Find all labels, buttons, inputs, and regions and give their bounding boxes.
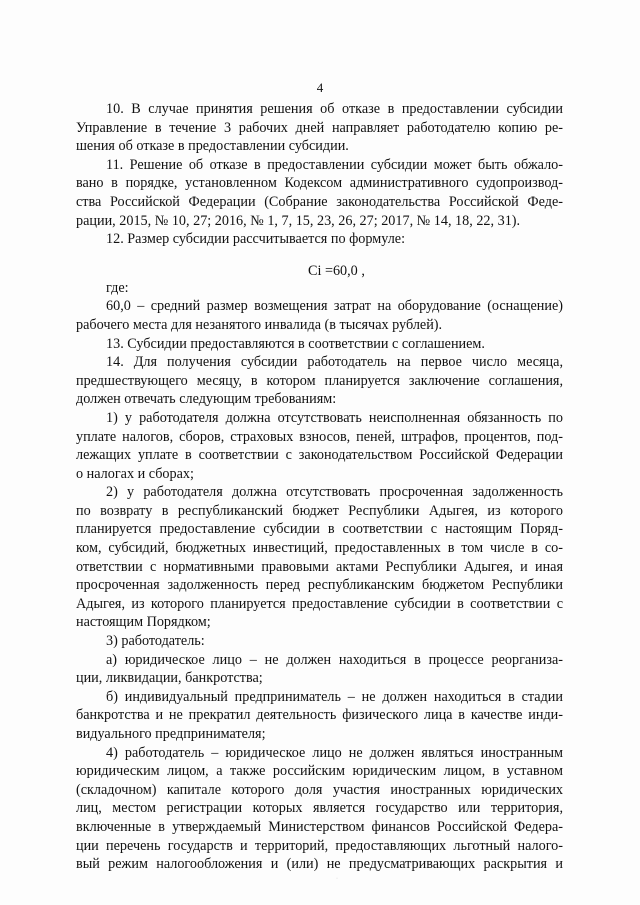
text-line: лиц, местом регистрации которых является государство или территория,: [76, 800, 563, 817]
text-line: ответствии с нормативными правовыми актами Республики Адыгея, и иная: [76, 558, 563, 575]
text-line: ции, ликвидации, банкротства;: [76, 670, 263, 687]
text-line: б) индивидуальный предприниматель – не должен находиться в стадии: [106, 688, 563, 705]
text-line: 3) работодатель:: [106, 633, 205, 650]
text-line: ции перечень государств и территорий, предоставляющих льготный налого-: [76, 837, 563, 854]
text-line: а) юридическое лицо – не должен находиться в процессе реорганиза-: [106, 651, 563, 668]
text-line: 2) у работодателя должна отсутствовать просроченная задолженность: [106, 484, 563, 501]
text-line: уплате налогов, сборов, страховых взносов, пеней, штрафов, процентов, под-: [76, 428, 563, 445]
text-line: шения об отказе в предоставлении субсидии.: [76, 138, 349, 155]
text-line: предшествующего месяцу, в котором планируется заключение соглашения,: [76, 372, 563, 389]
scan-artifact: ·: [336, 876, 338, 882]
text-line: рабочего места для незанятого инвалида (в тысячах рублей).: [76, 316, 443, 333]
text-line: 60,0 – средний размер возмещения затрат на оборудование (оснащение): [106, 298, 563, 315]
text-line: 13. Субсидии предоставляются в соответствии с соглашением.: [106, 335, 485, 352]
text-line: вый режим налогообложения и (или) не предусматривающих раскрытия и: [76, 856, 563, 873]
text-line: Управление в течение 3 рабочих дней направляет работодателю копию ре-: [76, 119, 563, 136]
text-line: где:: [106, 279, 129, 296]
text-line: 11. Решение об отказе в предоставлении субсидии может быть обжало-: [106, 156, 563, 173]
text-line: планируется предоставление субсидии в соответствии с настоящим Поряд-: [76, 521, 563, 538]
text-line: по возврату в республиканский бюджет Республики Адыгея, из которого: [76, 502, 563, 519]
text-line: рации, 2015, № 10, 27; 2016, № 1, 7, 15, 23, 26, 27; 2017, № 14, 18, 22, 31).: [76, 212, 521, 229]
text-line: банкротства и не прекратил деятельность физического лица в качестве инди-: [76, 707, 563, 724]
text-line: ства Российской Федерации (Собрание законодательства Российской Феде-: [76, 193, 563, 210]
text-line: 10. В случае принятия решения об отказе в предоставлении субсидии: [106, 101, 563, 117]
text-line: 14. Для получения субсидии работодатель на первое число месяца,: [106, 354, 563, 371]
text-line: о налогах и сборах;: [76, 465, 194, 482]
text-line: просроченная задолженность перед республиканским бюджетом Республики: [76, 577, 563, 594]
text-line: включенные в утверждаемый Министерством финансов Российской Федера-: [76, 818, 563, 835]
text-line: видуального предпринимателя;: [76, 726, 266, 742]
formula: Ci =60,0 ,: [308, 262, 365, 279]
text-line: (складочном) капитале которого доля участия иностранных юридических: [76, 781, 563, 798]
text-line: 12. Размер субсидии рассчитывается по формуле:: [106, 231, 406, 248]
text-line: Адыгея, из которого планируется предоставление субсидии в соответствии с: [76, 595, 563, 612]
text-line: ком, субсидий, бюджетных инвестиций, предоставленных в том числе в со-: [76, 540, 563, 557]
document-body: [76, 100, 563, 874]
text-line: юридическим лицом, а также российским юридическим лицом, в уставном: [76, 763, 563, 780]
text-line: 4) работодатель – юридическое лицо не должен являться иностранным: [106, 744, 563, 761]
text-line: вано в порядке, установленном Кодексом административного судопроизвод-: [76, 175, 563, 192]
page-number: 4: [316, 80, 324, 95]
text-line: настоящим Порядком;: [76, 614, 211, 631]
text-line: 1) у работодателя должна отсутствовать неисполненная обязанность по: [106, 409, 563, 426]
text-line: лежащих уплате в соответствии с законодательством Российской Федерации: [76, 447, 563, 464]
text-line: должен отвечать следующим требованиям:: [76, 391, 337, 408]
